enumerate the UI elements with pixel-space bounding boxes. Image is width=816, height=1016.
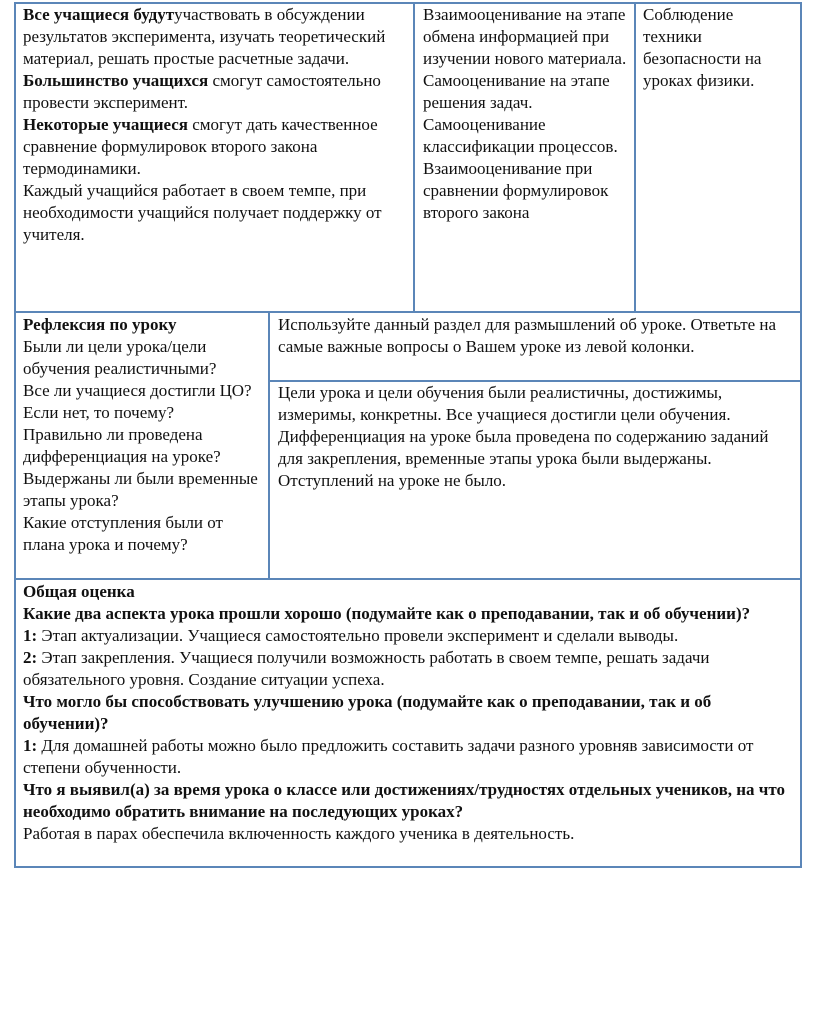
assessment-item: Взаимооценивание на этапе обмена информацией при изучении нового материала. [423, 5, 627, 68]
outcomes-some-text: смогут дать качественное сравнение формулировок второго закона термодинамики. [23, 115, 378, 178]
overall-improvement-1-text: Для домашней работы можно было предложить составить задачи разного уровняв зависимости от степени обученности. [23, 736, 754, 777]
reflection-question: Если нет, то почему? [23, 403, 175, 422]
reflection-answer-cell [278, 382, 796, 492]
overall-improvement-1-num: 1: [23, 736, 38, 755]
outcomes-all-text: участвовать в обсуждении результатов эксперимента, изучать теоретический материал, решать простые расчетные задачи. [23, 5, 386, 68]
reflection-question: Все ли учащиеся достигли ЦО? [23, 381, 252, 400]
reflection-instruction: Используйте данный раздел для размышлений об уроке. Ответьте на самые важные вопросы о Вашем уроке из левой колонки. [278, 315, 777, 356]
overall-answer-1-num: 1: [23, 626, 38, 645]
col-divider-2 [634, 2, 636, 312]
overall-answer-2 [23, 647, 796, 691]
outcomes-some [23, 114, 408, 180]
row-divider-2 [14, 578, 802, 580]
reflection-title-text: Рефлексия по уроку [23, 315, 177, 334]
overall-title [23, 581, 796, 603]
learning-outcomes-cell [23, 4, 408, 246]
overall-question-2 [23, 691, 796, 735]
reflection-question: Выдержаны ли были временные этапы урока? [23, 469, 258, 510]
reflection-question: Были ли цели урока/цели обучения реалистичными? [23, 337, 217, 378]
safety-cell [643, 4, 793, 92]
reflection-title [23, 314, 263, 336]
reflection-questions-cell [23, 314, 263, 556]
overall-question-2-text: Что могло бы способствовать улучшению урока (подумайте как о преподавании, так и об обучении)? [23, 692, 712, 733]
reflection-question: Какие отступления были от плана урока и почему? [23, 513, 223, 554]
overall-question-1-text: Какие два аспекта урока прошли хорошо (подумайте как о преподавании, так и об обучении)? [23, 604, 751, 623]
overall-answer-1-text: Этап актуализации. Учащиеся самостоятельно провели эксперимент и сделали выводы. [37, 626, 679, 645]
overall-answer-1 [23, 625, 796, 647]
outcomes-most [23, 70, 408, 114]
outcomes-most-text: смогут самостоятельно провести эксперимент. [23, 71, 381, 112]
assessment-item: Взаимооценивание при сравнении формулировок второго закона [423, 159, 609, 222]
col-divider-1 [413, 2, 415, 312]
outcomes-all [23, 4, 408, 70]
overall-question-1 [23, 603, 796, 625]
outcomes-some-label: Некоторые учащиеся [23, 115, 188, 134]
overall-assessment-cell [23, 581, 796, 845]
overall-improvement-1 [23, 735, 796, 779]
overall-title-text: Общая оценка [23, 582, 135, 601]
outcomes-all-label: Все учащиеся будут [23, 5, 175, 24]
assessment-item: Самооценивание классификации процессов. [423, 115, 618, 156]
overall-answer-3: Работая в парах обеспечила включенность каждого ученика в деятельность. [23, 824, 575, 843]
overall-question-3 [23, 779, 796, 823]
outcomes-most-label: Большинство учащихся [23, 71, 209, 90]
overall-answer-2-num: 2: [23, 648, 38, 667]
outcomes-pace: Каждый учащийся работает в своем темпе, при необходимости учащийся получает поддержку от учителя. [23, 181, 382, 244]
col-divider-3 [268, 311, 270, 579]
reflection-answer: Цели урока и цели обучения были реалистичны, достижимы, измеримы, конкретны. Все учащиеся достигли цели обучения. Дифференциация на уроке была проведена по содержанию заданий для закрепления, временные этапы урока были выдержаны. Отступлений на уроке не было. [278, 383, 769, 490]
row-divider-1 [14, 311, 802, 313]
assessment-cell [423, 4, 628, 224]
reflection-instruction-cell [278, 314, 796, 358]
overall-answer-2-text: Этап закрепления. Учащиеся получили возможность работать в своем темпе, решать задачи обязательного уровня. Создание ситуации успеха. [23, 648, 710, 689]
overall-question-3-text: Что я выявил(а) за время урока о классе или достижениях/трудностях отдельных учеников, на что необходимо обратить внимание на последующих уроках? [23, 780, 786, 821]
assessment-item: Самооценивание на этапе решения задач. [423, 71, 610, 112]
safety-text: Соблюдение техники безопасности на уроках физики. [643, 5, 762, 90]
reflection-question: Правильно ли проведена дифференциация на уроке? [23, 425, 221, 466]
